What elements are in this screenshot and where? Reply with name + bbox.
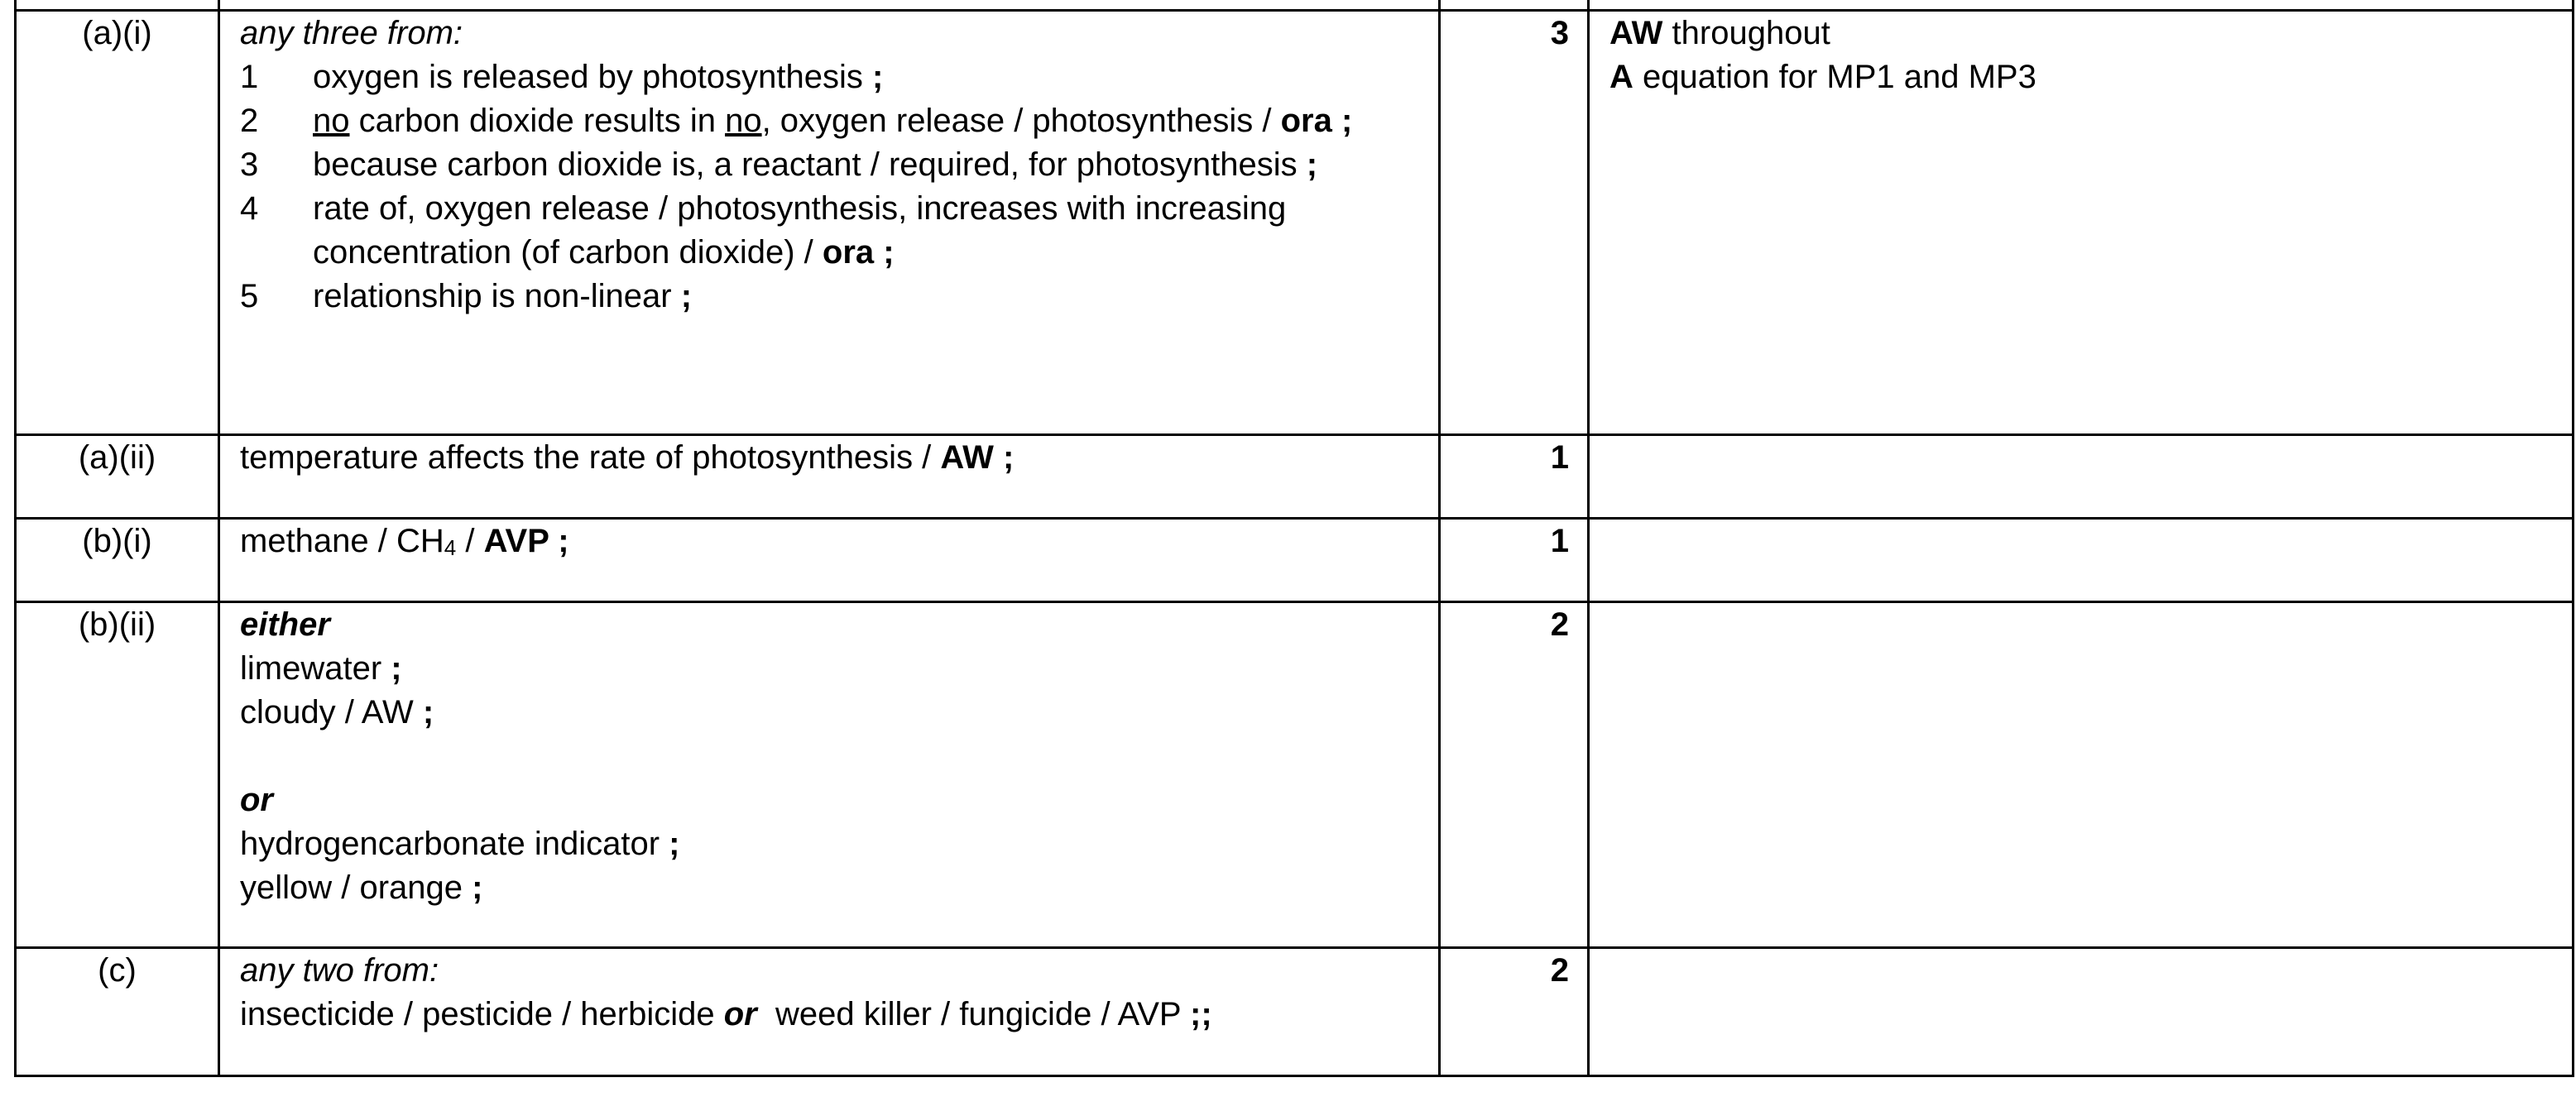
answer-text: weed killer / fungicide / AVP (756, 996, 1190, 1032)
marking-point-number: 4 (240, 190, 259, 227)
marking-point-number: 5 (240, 278, 259, 314)
answer-text: cloudy / AW (240, 694, 414, 730)
subscript: 4 (444, 535, 457, 560)
ora-label: ora (822, 234, 875, 271)
answer-bold: AW ; (940, 439, 1015, 476)
answer-bold: AVP ; (483, 523, 569, 559)
mark-semicolon: ; (413, 694, 434, 730)
table-row (16, 435, 2574, 519)
mark-semicolon: ; (660, 826, 680, 862)
guidance-keyword: A (1609, 59, 1633, 95)
underlined-word: no (313, 103, 350, 139)
answer-text: / (456, 523, 484, 559)
marking-point-text (313, 99, 1418, 143)
answer-text: insecticide / pesticide / herbicide (240, 996, 724, 1032)
guidance-keyword: AW (1609, 15, 1663, 51)
underlined-word: no (725, 103, 762, 139)
marking-point-body: rate of, oxygen release / photosynthesis, increases with increasing concentration (of carbon dioxide) / (313, 190, 1287, 271)
marks-cell (1440, 519, 1589, 602)
marking-point (240, 187, 1418, 275)
spacer (240, 735, 1418, 778)
table-header-row (16, 0, 2574, 11)
marking-point-number: 2 (240, 103, 259, 139)
answer-text: hydrogencarbonate indicator (240, 826, 660, 862)
answer-cell (219, 11, 1440, 435)
answer-line (240, 822, 1418, 866)
answer-intro: any three from: (240, 15, 463, 51)
question-number: (b)(i) (16, 519, 219, 602)
answer-line (240, 691, 1418, 735)
marks-value: 1 (1550, 439, 1569, 476)
guidance-cell (1589, 519, 2574, 602)
ora-label: ora (1280, 103, 1332, 139)
header-cell-marks (1440, 0, 1589, 11)
answer-line (240, 647, 1418, 691)
marking-point-body: oxygen is released by photosynthesis (313, 59, 863, 95)
answer-cell (219, 519, 1440, 602)
or-label: or (723, 996, 757, 1032)
question-number: (a)(ii) (16, 435, 219, 519)
header-cell-question (16, 0, 219, 11)
answer-cell (219, 435, 1440, 519)
marking-point (240, 275, 1418, 319)
marking-point-number: 1 (240, 59, 259, 95)
marking-point-text (313, 187, 1418, 275)
guidance-line (1609, 55, 2552, 99)
guidance-cell (1589, 948, 2574, 1076)
answer-text: methane / CH (240, 523, 444, 559)
marking-point-body: carbon dioxide results in (349, 103, 726, 139)
header-cell-guidance (1589, 0, 2574, 11)
marks-value: 2 (1550, 952, 1569, 989)
guidance-cell (1589, 435, 2574, 519)
marking-point (240, 55, 1418, 99)
marking-point (240, 99, 1418, 143)
marks-value: 2 (1550, 606, 1569, 643)
marking-point-text (313, 55, 1418, 99)
marking-point-text (313, 275, 1418, 319)
mark-semicolon: ; (1331, 103, 1353, 139)
marking-point-body: , oxygen release / photosynthesis / (761, 103, 1281, 139)
marks-value: 1 (1550, 523, 1569, 559)
mark-semicolon: ; (671, 278, 693, 314)
guidance-text: equation for MP1 and MP3 (1633, 59, 2036, 95)
question-number: (c) (16, 948, 219, 1076)
marking-point-text (313, 143, 1418, 187)
mark-semicolon: ; (871, 59, 884, 95)
answer-text: limewater (240, 650, 382, 687)
or-label: or (240, 782, 273, 818)
marks-cell (1440, 948, 1589, 1076)
marks-value: 3 (1550, 15, 1569, 51)
question-number: (b)(ii) (16, 602, 219, 948)
marking-point-body: because carbon dioxide is, a reactant / required, for photosynthesis (313, 146, 1298, 183)
marking-point-body: relationship is non-linear (313, 278, 672, 314)
mark-scheme-table (14, 0, 2574, 1077)
answer-text: yellow / orange (240, 869, 463, 906)
marking-point-number: 3 (240, 146, 259, 183)
guidance-cell (1589, 11, 2574, 435)
table-row (16, 11, 2574, 435)
mark-semicolon: ; (874, 234, 895, 271)
marks-cell (1440, 435, 1589, 519)
answer-line (240, 993, 1418, 1037)
answer-line (240, 866, 1418, 910)
mark-semicolon: ; (463, 869, 483, 906)
answer-cell (219, 602, 1440, 948)
mark-semicolon: ; (381, 650, 402, 687)
guidance-line (1609, 12, 2552, 55)
mark-scheme-page (14, 0, 2567, 1077)
answer-cell (219, 948, 1440, 1076)
either-label: either (240, 606, 330, 643)
table-row (16, 602, 2574, 948)
guidance-text: throughout (1662, 15, 1830, 51)
header-cell-answer (219, 0, 1440, 11)
table-row (16, 519, 2574, 602)
question-number: (a)(i) (16, 11, 219, 435)
guidance-cell (1589, 602, 2574, 948)
marking-point (240, 143, 1418, 187)
answer-intro: any two from: (240, 952, 439, 989)
marks-cell (1440, 602, 1589, 948)
table-row (16, 948, 2574, 1076)
mark-semicolon: ;; (1190, 996, 1212, 1032)
marks-cell (1440, 11, 1589, 435)
mark-semicolon: ; (1297, 146, 1318, 183)
answer-text: temperature affects the rate of photosynthesis / (240, 439, 941, 476)
